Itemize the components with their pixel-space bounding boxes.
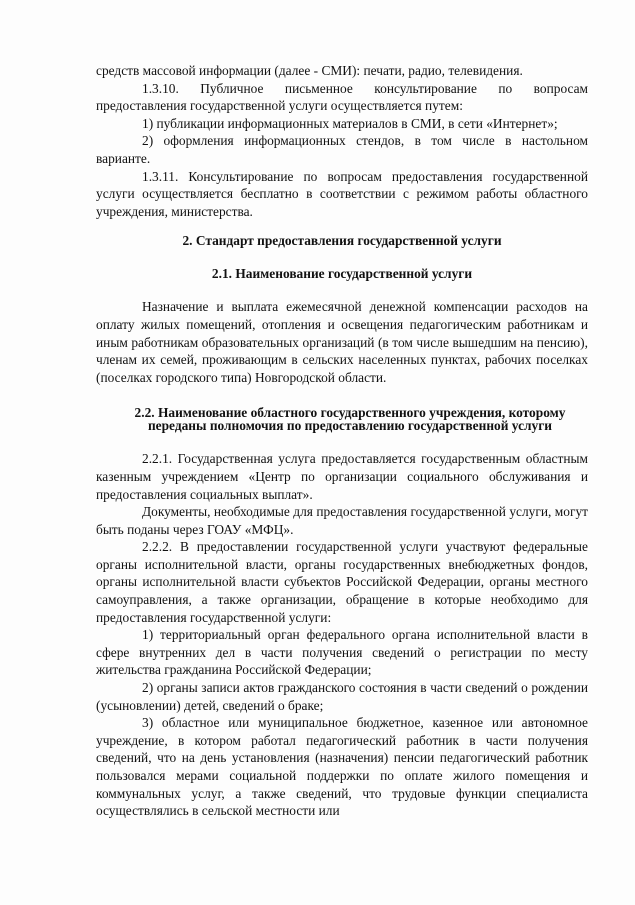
- paragraph-documents: Документы, необходимые для предоставления государственной услуги, могут быть поданы через ГОАУ «МФЦ».: [96, 504, 588, 537]
- paragraph-2-2-2: 2.2.2. В предоставлении государственной услуги участвуют федеральные органы исполнительной власти, органы государственных внебюджетных фондов, органы исполнительной власти субъектов Российской Федерации, органы местного самоуправления, а также организации, обращение в которые необходимо для предоставления государственной услуги:: [96, 539, 588, 625]
- list-item-internal-affairs: 1) территориальный орган федерального органа исполнительной власти в сфере внутренних дел в части получения сведений о регистрации по месту жительства гражданина Российской Федерации;: [96, 627, 588, 678]
- paragraph-2-1: Назначение и выплата ежемесячной денежной компенсации расходов на оплату жилых помещений, отопления и освещения педагогическим работникам и иным работникам образовательных организаций (в том числе вышедшим на пенсию), членам их семей, проживающим в сельских населенных пунктах, рабочих поселках (поселках городского типа) Новгородской области.: [96, 299, 588, 385]
- paragraph-1-3-10: 1.3.10. Публичное письменное консультирование по вопросам предоставления государственной услуги осуществляется путем:: [96, 80, 588, 114]
- document-text: [96, 62, 588, 820]
- section-heading-2-1: 2.1. Наименование государственной услуги: [211, 266, 473, 282]
- section-heading-2-2: 2.2. Наименование областного государственного учреждения, которому переданы полномочия по предоставлению государственной услуги: [134, 405, 566, 434]
- list-item-institution: 3) областное или муниципальное бюджетное, казенное или автономное учреждение, в котором работал педагогический работник в части получения сведений, что на день установления (назначения) пенсии педагогический работник пользовался мерами социальной поддержки по оплате жилого помещения и коммунальных услуг, а также сведений, что трудовые функции специалиста осуществлялись в сельской местности или: [96, 715, 588, 819]
- paragraph-2-2-1: 2.2.1. Государственная услуга предоставляется государственным областным казенным учреждением «Центр по организации социального обслуживания и предоставления социальных выплат».: [96, 451, 588, 502]
- paragraph-1-3-11: 1.3.11. Консультирование по вопросам предоставления государственной услуги осуществляется бесплатно в соответствии с режимом работы областного учреждения, министерства.: [96, 168, 588, 219]
- list-item-stands: 2) оформления информационных стендов, в том числе в настольном варианте.: [96, 133, 588, 166]
- list-item-civil-registry: 2) органы записи актов гражданского состояния в части сведений о рождении (усыновлении) детей, сведений о браке;: [96, 680, 588, 713]
- section-heading-2: 2. Стандарт предоставления государственной услуги: [182, 233, 502, 249]
- paragraph: средств массовой информации (далее - СМИ): печати, радио, телевидения.: [96, 63, 523, 78]
- list-item-publications: 1) публикации информационных материалов в СМИ, в сети «Интернет»;: [142, 115, 558, 131]
